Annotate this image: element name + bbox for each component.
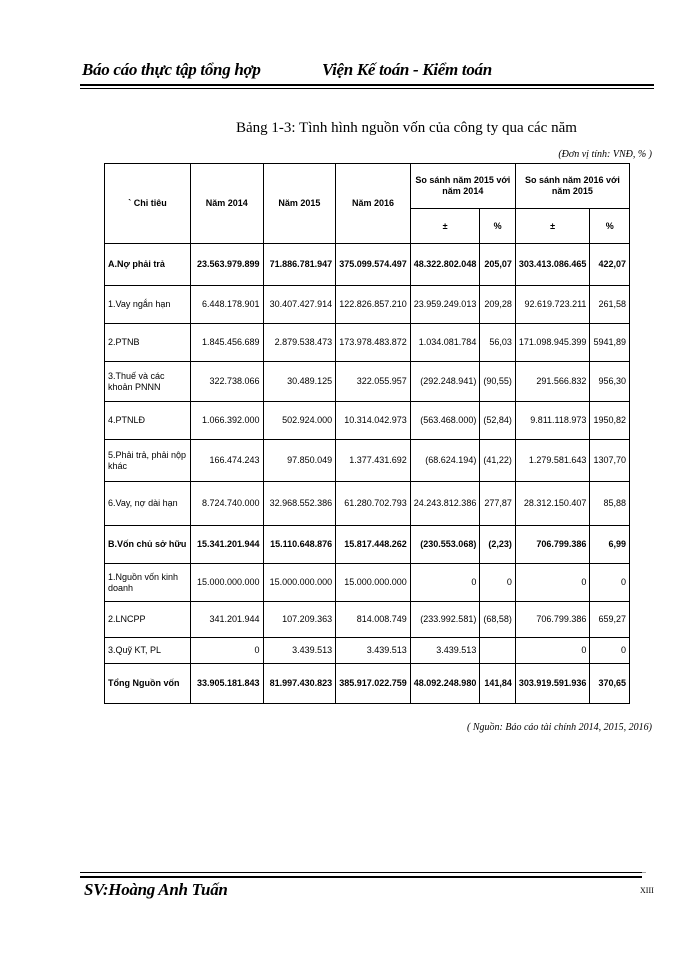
cell-y2015: 30.489.125 — [263, 362, 336, 402]
cell-d2: 0 — [515, 638, 590, 664]
table-row — [105, 664, 630, 704]
header-rule-thin — [80, 88, 654, 89]
cell-y2014: 33.905.181.843 — [190, 664, 263, 704]
cell-d2: 291.566.832 — [515, 362, 590, 402]
cell-y2014: 1.066.392.000 — [190, 402, 263, 440]
capital-table — [104, 163, 630, 704]
cell-p2: 370,65 — [590, 664, 630, 704]
source-note: ( Nguồn: Báo cáo tài chính 2014, 2015, 2016) — [467, 722, 652, 733]
cell-y2014: 1.845.456.689 — [190, 324, 263, 362]
cell-y2014: 15.341.201.944 — [190, 526, 263, 564]
cell-d2: 706.799.386 — [515, 526, 590, 564]
cell-label: A.Nợ phải trả — [105, 244, 191, 286]
cell-d2: 171.098.945.399 — [515, 324, 590, 362]
cell-y2016: 322.055.957 — [336, 362, 411, 402]
cell-p1: 56,03 — [480, 324, 516, 362]
table-row — [105, 324, 630, 362]
header-2016: Năm 2016 — [336, 164, 411, 244]
cell-d1: 23.959.249.013 — [410, 286, 480, 324]
cell-y2016: 10.314.042.973 — [336, 402, 411, 440]
cell-label: 1.Vay ngắn hạn — [105, 286, 191, 324]
cell-label: 2.PTNB — [105, 324, 191, 362]
table-row — [105, 564, 630, 602]
cell-p1: (52,84) — [480, 402, 516, 440]
cell-p1: 277,87 — [480, 482, 516, 526]
cell-y2016: 1.377.431.692 — [336, 440, 411, 482]
cell-y2015: 30.407.427.914 — [263, 286, 336, 324]
cell-p2: 956,30 — [590, 362, 630, 402]
cell-p2: 422,07 — [590, 244, 630, 286]
cell-y2015: 107.209.363 — [263, 602, 336, 638]
cell-d2: 0 — [515, 564, 590, 602]
cell-y2014: 166.474.243 — [190, 440, 263, 482]
cell-d2: 92.619.723.211 — [515, 286, 590, 324]
cell-p1: (41,22) — [480, 440, 516, 482]
cell-label: 4.PTNLĐ — [105, 402, 191, 440]
table-title: Bảng 1-3: Tình hình nguồn vốn của công ty qua các năm — [236, 120, 577, 136]
cell-y2015: 32.968.552.386 — [263, 482, 336, 526]
table-row — [105, 244, 630, 286]
cell-d2: 9.811.118.973 — [515, 402, 590, 440]
cell-p2: 0 — [590, 564, 630, 602]
header-diff-2: ± — [515, 209, 590, 244]
cell-d1: (233.992.581) — [410, 602, 480, 638]
cell-y2015: 15.110.648.876 — [263, 526, 336, 564]
cell-y2014: 23.563.979.899 — [190, 244, 263, 286]
table-row — [105, 440, 630, 482]
cell-p2: 1950,82 — [590, 402, 630, 440]
footer-rule-thick — [80, 876, 642, 878]
header-pct-1: % — [480, 209, 516, 244]
footer-student-name: SV:Hoàng Anh Tuấn — [84, 880, 228, 899]
header-institute: Viện Kế toán - Kiểm toán — [322, 60, 492, 79]
cell-y2016: 385.917.022.759 — [336, 664, 411, 704]
cell-y2016: 173.978.483.872 — [336, 324, 411, 362]
cell-d1: (563.468.000) — [410, 402, 480, 440]
table-row — [105, 482, 630, 526]
cell-y2015: 71.886.781.947 — [263, 244, 336, 286]
cell-d1: 48.322.802.048 — [410, 244, 480, 286]
cell-y2015: 97.850.049 — [263, 440, 336, 482]
cell-d1: (230.553.068) — [410, 526, 480, 564]
header-rule-thick — [80, 84, 654, 86]
cell-p1: (90,55) — [480, 362, 516, 402]
cell-y2014: 6.448.178.901 — [190, 286, 263, 324]
cell-y2014: 15.000.000.000 — [190, 564, 263, 602]
cell-y2015: 2.879.538.473 — [263, 324, 336, 362]
table-row — [105, 402, 630, 440]
cell-y2014: 8.724.740.000 — [190, 482, 263, 526]
cell-y2015: 502.924.000 — [263, 402, 336, 440]
table-row — [105, 602, 630, 638]
table-body — [105, 244, 630, 704]
cell-p2: 261,58 — [590, 286, 630, 324]
cell-d1: 3.439.513 — [410, 638, 480, 664]
table-row — [105, 638, 630, 664]
cell-label: 1.Nguồn vốn kinh doanh — [105, 564, 191, 602]
header-report-title: Báo cáo thực tập tổng hợp — [82, 60, 261, 79]
cell-d1: (68.624.194) — [410, 440, 480, 482]
cell-y2016: 61.280.702.793 — [336, 482, 411, 526]
table-row — [105, 286, 630, 324]
cell-d2: 706.799.386 — [515, 602, 590, 638]
cell-y2016: 375.099.574.497 — [336, 244, 411, 286]
cell-y2014: 0 — [190, 638, 263, 664]
cell-y2016: 15.817.448.262 — [336, 526, 411, 564]
cell-d2: 1.279.581.643 — [515, 440, 590, 482]
footer-dots: ... — [640, 866, 646, 875]
cell-p2: 0 — [590, 638, 630, 664]
cell-label: 5.Phải trả, phải nộp khác — [105, 440, 191, 482]
header-compare-2015-2014: So sánh năm 2015 với năm 2014 — [410, 164, 515, 209]
cell-d1: 0 — [410, 564, 480, 602]
footer-rule-thin — [80, 872, 642, 873]
cell-p2: 659,27 — [590, 602, 630, 638]
cell-p1: 0 — [480, 564, 516, 602]
cell-y2014: 341.201.944 — [190, 602, 263, 638]
cell-label: 3.Thuế và các khoản PNNN — [105, 362, 191, 402]
cell-p1: (68,58) — [480, 602, 516, 638]
cell-p1 — [480, 638, 516, 664]
cell-label: 6.Vay, nợ dài hạn — [105, 482, 191, 526]
cell-p2: 1307,70 — [590, 440, 630, 482]
cell-d1: (292.248.941) — [410, 362, 480, 402]
table-row — [105, 526, 630, 564]
cell-label: 3.Quỹ KT, PL — [105, 638, 191, 664]
cell-d1: 1.034.081.784 — [410, 324, 480, 362]
cell-label: B.Vốn chủ sở hữu — [105, 526, 191, 564]
cell-y2015: 81.997.430.823 — [263, 664, 336, 704]
header-diff-1: ± — [410, 209, 480, 244]
cell-d1: 48.092.248.980 — [410, 664, 480, 704]
cell-d2: 303.413.086.465 — [515, 244, 590, 286]
page-number: XIII — [640, 886, 654, 895]
cell-p2: 6,99 — [590, 526, 630, 564]
cell-y2016: 122.826.857.210 — [336, 286, 411, 324]
header-2014: Năm 2014 — [190, 164, 263, 244]
cell-label: Tổng Nguồn vốn — [105, 664, 191, 704]
cell-p1: 209,28 — [480, 286, 516, 324]
table-row — [105, 362, 630, 402]
cell-y2015: 3.439.513 — [263, 638, 336, 664]
cell-p1: (2,23) — [480, 526, 516, 564]
cell-p1: 141,84 — [480, 664, 516, 704]
cell-d2: 303.919.591.936 — [515, 664, 590, 704]
cell-d1: 24.243.812.386 — [410, 482, 480, 526]
cell-p2: 5941,89 — [590, 324, 630, 362]
cell-y2016: 15.000.000.000 — [336, 564, 411, 602]
header-2015: Năm 2015 — [263, 164, 336, 244]
cell-d2: 28.312.150.407 — [515, 482, 590, 526]
cell-p1: 205,07 — [480, 244, 516, 286]
cell-label: 2.LNCPP — [105, 602, 191, 638]
cell-p2: 85,88 — [590, 482, 630, 526]
unit-note: (Đơn vị tính: VNĐ, % ) — [558, 149, 652, 160]
cell-y2014: 322.738.066 — [190, 362, 263, 402]
cell-y2016: 814.008.749 — [336, 602, 411, 638]
cell-y2016: 3.439.513 — [336, 638, 411, 664]
cell-y2015: 15.000.000.000 — [263, 564, 336, 602]
header-indicator: ` Chỉ tiêu — [105, 164, 191, 244]
header-pct-2: % — [590, 209, 630, 244]
header-compare-2016-2015: So sánh năm 2016 với năm 2015 — [515, 164, 629, 209]
